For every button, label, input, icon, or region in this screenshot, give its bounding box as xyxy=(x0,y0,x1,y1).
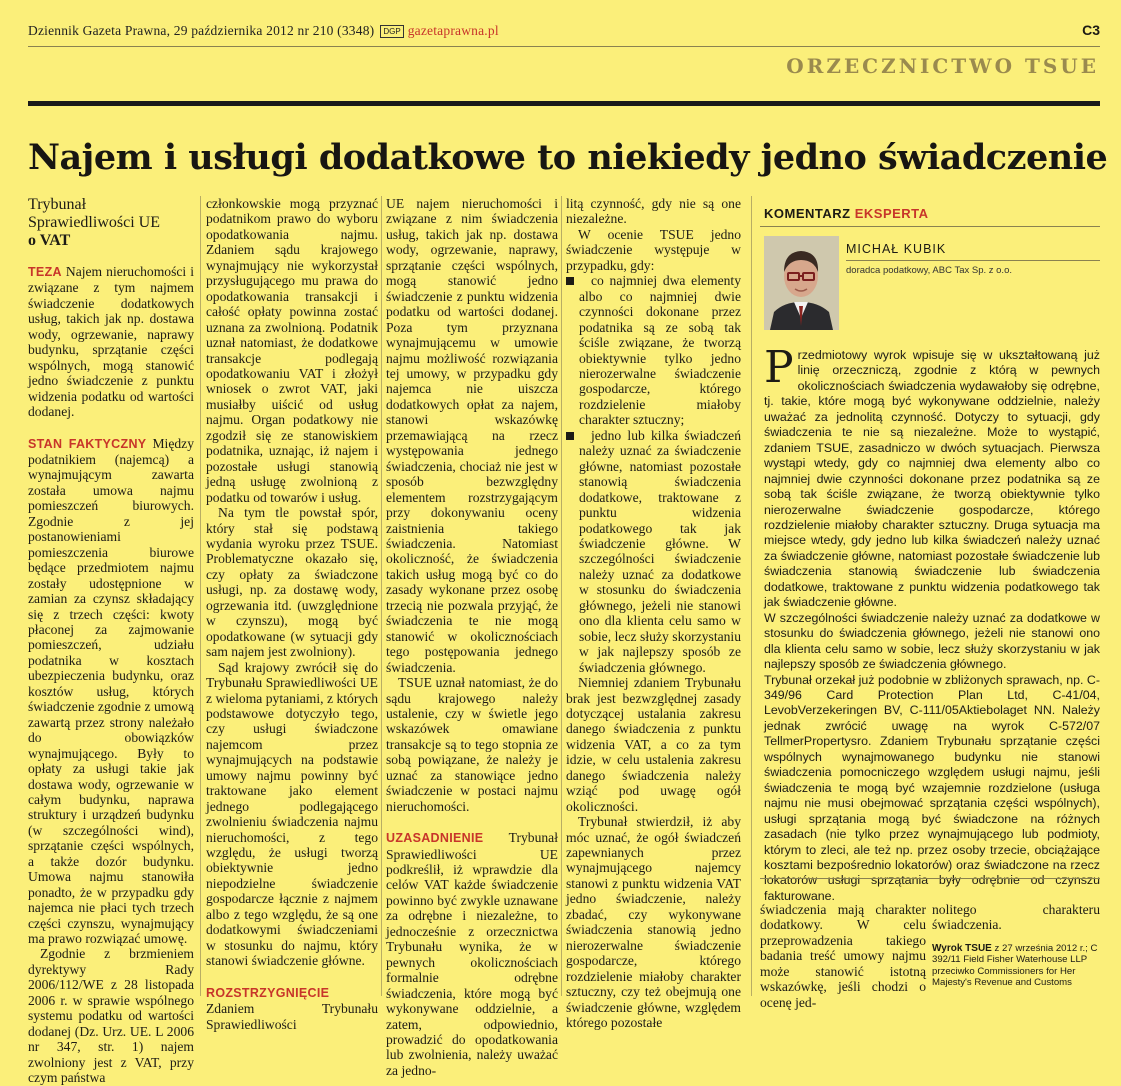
col3-paragraph-1: UE najem nieruchomości i związane z nim świadczenia usług, takich jak np. dostawa wody, ogrzewanie, naprawy, sprzątanie części wspólnych, mogą stanowić jedno świadczenie z punktu widzenia podatku od wartości dodanej. Poza tym przyznana wynajmującemu w umowie najmu możliwość rozwiązania tej umowy, w przypadku gdy najemca nie uiszcza dodatkowych opłat za najem, stanowi wskazówkę przemawiającą na rzecz występowania jednego świadczenia, chociaż nie jest w sposób bezwzględny elementem rozstrzygającym przy dokonywaniu oceny zaistnienia takiego świadczenia. Natomiast okoliczność, że świadczenia takich usług mogą być co do zasady wykonane przez osobę trzecią nie pozwala przyjąć, że świadczenia te nie mogą stanowić w okolicznościach tego postępowania jednego świadczenia. xyxy=(386,196,558,675)
verdict-label: Wyrok TSUE xyxy=(932,942,992,954)
expert-paragraph-2: W szczególności świadczenie należy uznać za dodatkowe w stosunku do świadczenia głównego, jeżeli nie stanowi ono dla klienta celu samo w sobie, lecz służy skorzystaniu w jak najlepszy sposób ze świadczenia głównego. xyxy=(764,610,1100,672)
teza-text: Najem nieruchomości i związane z tym najmem świadczenie dodatkowych usług, takich jak np. dostawa wody, ogrzewanie, naprawy budynku, sprzątanie części wspólnych, mogą stanowić jedno świadczenie z punktu widzenia podatku od wartości dodanej. xyxy=(28,264,194,420)
col2-paragraph-2: Na tym tle powstał spór, który stał się podstawą wydania wyroku przez TSUE. Problematyczne okazało się, czy opłaty za świadczone usługi, np. za dostawę wody, ogrzewania itd. (uwzględnione w czynszu), mogą być opodatkowane (w sytuacji gdy sam najem jest zwolniony). xyxy=(206,505,378,660)
facts-text: Między podatnikiem (najemcą) a wynajmującym zawarta została umowa najmu pomieszczeń biurowych. Zgodnie z jej postanowieniami pomieszczenia biurowe będące przedmiotem najmu zostały udostępnione w zamian za czynsz składający się z trzech części: kwoty płaconej za zajmowanie pomieszczeń, udziału podatnika w kosztach ubezpieczenia budynku, oraz kosztów usług, których świadczenie zgodnie z umową zawartą przez strony należało do obowiązków wynajmującego. Były to opłaty za usługi takie jak dostawa wody, ogrzewanie w całym budynku, naprawa struktury i urządzeń budynku (w szczególności wind), sprzątanie części wspólnych, a także dozór budynku. Umowa najmu stanowiła ponadto, że w przypadku gdy najemca nie płaci tych trzech części czynszu, wynajmujący ma prawo rozwiązać umowę. xyxy=(28,435,194,947)
headline: Najem i usługi dodatkowe to niekiedy jedno świadczenie xyxy=(28,137,1108,178)
list-item xyxy=(566,428,741,675)
court-line-2: Sprawiedliwości UE xyxy=(28,214,160,231)
column-divider xyxy=(381,196,382,996)
portrait-icon xyxy=(764,236,839,330)
col4-paragraph-4: Trybunał stwierdził, iż aby móc uznać, że ogół świadczeń zapewnianych przez wynajmującego najemcy stanowi z punktu widzenia VAT jedno świadczenie, należy zbadać, czy wykonywane świadczenia stanowią jedno nierozerwalne świadczenie gospodarcze, którego rozdzielenie miałoby charakter sztuczny, czy też obejmują one świadczenie główne, względem którego pozostałe xyxy=(566,814,741,1031)
expert-comment-box xyxy=(760,196,1100,903)
teza-paragraph xyxy=(28,264,194,420)
facts-label: STAN FAKTYCZNY xyxy=(28,436,147,451)
col4-paragraph-3: Niemniej zdaniem Trybunału brak jest bezwzględnej zasady dotyczącej ustalania zakresu danego świadczenia z punktu widzenia VAT, a co za tym idzie, w celu ustalenia zakresu danego świadczenia należy wziąć pod uwagę ogół okoliczności. xyxy=(566,675,741,814)
court-label xyxy=(28,196,194,250)
court-line-3 xyxy=(28,232,194,250)
court-topic: o VAT xyxy=(28,232,71,249)
verdict-text: z 27 września 2012 r.; C 392/11 Field Fisher Waterhouse LLP przeciwko Commissioners for Her Majesty's Revenue and Customs xyxy=(932,942,1098,989)
verdict-reference xyxy=(932,943,1100,989)
section-rule xyxy=(28,101,1100,106)
expert-heading xyxy=(760,196,1100,221)
facts-paragraph xyxy=(28,436,194,947)
expert-body xyxy=(764,342,1100,904)
page-number: C3 xyxy=(1082,22,1100,38)
expert-heading-red: EKSPERTA xyxy=(854,206,929,221)
column-divider xyxy=(561,196,562,996)
column-2 xyxy=(206,196,378,1032)
expert-heading-black: KOMENTARZ xyxy=(764,206,851,221)
list-item xyxy=(566,273,741,428)
court-line-1: Trybunał xyxy=(28,196,87,213)
bullet-square-icon xyxy=(566,432,574,440)
continuation-column-1: świadczenia mają charakter dodatkowy. W celu przeprowadzenia takiego badania treść umowy najmu może stanowić istotną wskazówkę, jeśli chodzi o ocenę jed- xyxy=(760,902,926,1010)
expert-paragraph-1-text: rzedmiotowy wyrok wpisuje się w ukształtowaną już linię orzeczniczą, zgodnie z którą w pewnych okolicznościach świadczenia wydawałoby się odrębne, tj. takie, które mogą być wykonywane oddzielnie, należy uważać za jednolitą czynność. Dotyczy to sytuacji, gdy świadczenia te nie są niezależne. Może to wystąpić, zdaniem TSUE, zasadniczo w dwóch sytuacjach. Pierwsza wystąpi wtedy, gdy co najmniej dwa elementy albo co najmniej dwie czynności dokonane przez podatnika są ze sobą tak ściśle związane, że tworzą obiektywnie tylko nierozerwalne świadczenie gospodarcze, którego rozdzielenie miałoby charakter sztuczny. Druga sytuacja ma miejsce wtedy, gdy jedno lub kilka świadczeń należy uznać za świadczenie główne, natomiast pozostałe świadczenie lub świadczenia stanowią świadczenie lub świadczenia dodatkowe, traktowane z punktu widzenia podatkowego tak jak świadczenie główne. xyxy=(764,348,1100,610)
list-item-text: co najmniej dwa elementy albo co najmniej dwie czynności dokonane przez podatnika są ze sobą tak ściśle związane, że tworzą obiektywnie tylko jedno nierozerwalne świadczenie gospodarcze, którego rozdzielenie miałoby charakter sztuczny; xyxy=(579,273,741,428)
expert-paragraph-3: Trybunał orzekał już podobnie w zbliżonych sprawach, np. C-349/96 Card Protection Plan Ltd, C-41/04, LevobVerzekeringen BV, C-111/05Aktiebolaget NN. Należy jednak zwrócić uwagę na wyrok C-572/07 TellmerPropertysro. Zdaniem Trybunału sprzątanie części wspólnych wynajmowanego budynku nie stanowi świadczenia pomocniczego względem usługi najmu, jeśli świadczenia te mogą być wzajemnie rozdzielone (usługa najmu nie musi obejmować sprzątania części wspólnych), usługi sprzątania mogą być świadczone na różnych zasadach (nie tylko przez wynajmującego lub podmioty, którym to zleci, ale też np. przez osoby trzecie, obciążające kosztami bezpośrednio lokatorów) oraz świadczone na rzecz lokatorów usługi sprzątania były odrębnie od czynszu fakturowane. xyxy=(764,672,1100,903)
issue-info xyxy=(28,23,499,39)
ruling-text: Zdaniem Trybunału Sprawiedliwości xyxy=(206,1001,378,1032)
col3-paragraph-2: TSUE uznał natomiast, że do sądu krajowego należy ustalenie, czy w świetle jego wskazówek omawiane transakcje są to tego stopnia ze sobą powiązane, że należy je uznać za stanowiące jedno świadczenie w postaci najmu nieruchomości. xyxy=(386,675,558,814)
expert-role: doradca podatkowy, ABC Tax Sp. z o.o. xyxy=(846,265,1012,276)
reasoning-paragraph xyxy=(386,830,558,1078)
column-3 xyxy=(386,196,558,1078)
expert-photo xyxy=(764,236,839,330)
list-item-text: jedno lub kilka świadczeń należy uznać za świadczenie główne, natomiast pozostałe stanowią świadczenia dodatkowe, traktowane z punktu widzenia podatkowego tak jak świadczenie główne. W szczególności świadczenie należy uznać za dodatkowe w stosunku do świadczenia głównego, jeżeli nie stanowi ono dla klienta celu samo w sobie, lecz służy skorzystaniu w jak najlepszy sposób ze świadczenia głównego. xyxy=(579,427,741,675)
column-4 xyxy=(566,196,741,1030)
expert-paragraph-1 xyxy=(764,342,1100,611)
ruling-paragraph xyxy=(206,985,378,1032)
reasoning-label: UZASADNIENIE xyxy=(386,831,484,846)
dgp-logo: DGP xyxy=(380,25,403,38)
teza-label: TEZA xyxy=(28,265,62,279)
column-divider xyxy=(200,196,201,996)
reasoning-text: Trybunał Sprawiedliwości UE podkreślił, iż wprawdzie dla celów VAT każde świadczenie powinno być zwykle uznawane za odrębne i niezależne, to jednocześnie z orzecznictwa Trybunału wynika, że w pewnych okolicznościach formalnie odrębne świadczenia, które mogą być wykonywane oddzielnie, a zatem, odpowiednio, prowadzić do opodatkowania lub zwolnienia, należy uważać za jedno- xyxy=(386,830,558,1078)
expert-name-rule xyxy=(846,260,1100,261)
col4-paragraph-1: litą czynność, gdy nie są one niezależne. xyxy=(566,196,741,227)
paper-date: Dziennik Gazeta Prawna, 29 października 2012 nr 210 (3348) xyxy=(28,23,375,38)
ruling-label: ROZSTRZYGNIĘCIE xyxy=(206,985,330,1000)
continuation-text: nolitego charakteru świadczenia. xyxy=(932,902,1100,933)
col2-paragraph-3: Sąd krajowy zwrócił się do Trybunału Sprawiedliwości UE z wieloma pytaniami, z których podstawowe dotyczyło tego, czy usługi świadczone najemcom przez wynajmujących na podstawie umowy najmu powinny być traktowane jako element jednego podlegającego zwolnieniu świadczenia najmu nieruchomości, z tego względu, że usługi tworzą obiektywnie jedno niepodzielne świadczenie gospodarcze łącznie z najmem albo z tego względu, że są one dodatkowymi świadczeniami w stosunku do najmu, który stanowi świadczenie główne. xyxy=(206,659,378,969)
column-divider xyxy=(751,196,752,996)
drop-cap: P xyxy=(764,342,794,393)
column-1 xyxy=(28,196,194,1086)
continuation-column-2 xyxy=(932,902,1100,989)
bullet-square-icon xyxy=(566,277,574,285)
header-divider xyxy=(28,46,1100,47)
masthead-strip xyxy=(28,23,1100,43)
expert-name: MICHAŁ KUBIK xyxy=(846,242,947,256)
expert-heading-rule xyxy=(760,226,1100,227)
col4-paragraph-2: W ocenie TSUE jedno świadczenie występuje w przypadku, gdy: xyxy=(566,226,741,273)
site-link[interactable]: gazetaprawna.pl xyxy=(407,23,499,38)
col2-paragraph-1: członkowskie mogą przyznać podatnikom prawo do wyboru opodatkowania najmu. Zdaniem sądu krajowego wynajmujący nie wykorzystał przysługującego mu prawa do opodatkowania transakcji i całość opłaty powinna zostać uznana za zwolnioną. Podatnik uznał natomiast, że dodatkowe transakcje podlegają opodatkowaniu VAT i złożył wniosek o zwrot VAT, jaki musiałby uiścić od usług najmu. Organ podatkowy nie zgodził się ze stanowiskiem podatnika, uznając, iż najem i pozostałe usługi stanowią jedną usługę zwolnioną z podatku od towarów i usług. xyxy=(206,196,378,505)
expert-box-bottom-rule xyxy=(760,878,1100,879)
section-title: ORZECZNICTWO TSUE xyxy=(786,54,1099,78)
directive-paragraph: Zgodnie z brzmieniem dyrektywy Rady 2006/112/WE z 28 listopada 2006 r. w sprawie wspólnego systemu podatku od wartości dodanej (Dz. Urz. UE. L 2006 nr 347, str. 1) najem zwolniony jest z VAT, przy czym państwa xyxy=(28,946,194,1086)
